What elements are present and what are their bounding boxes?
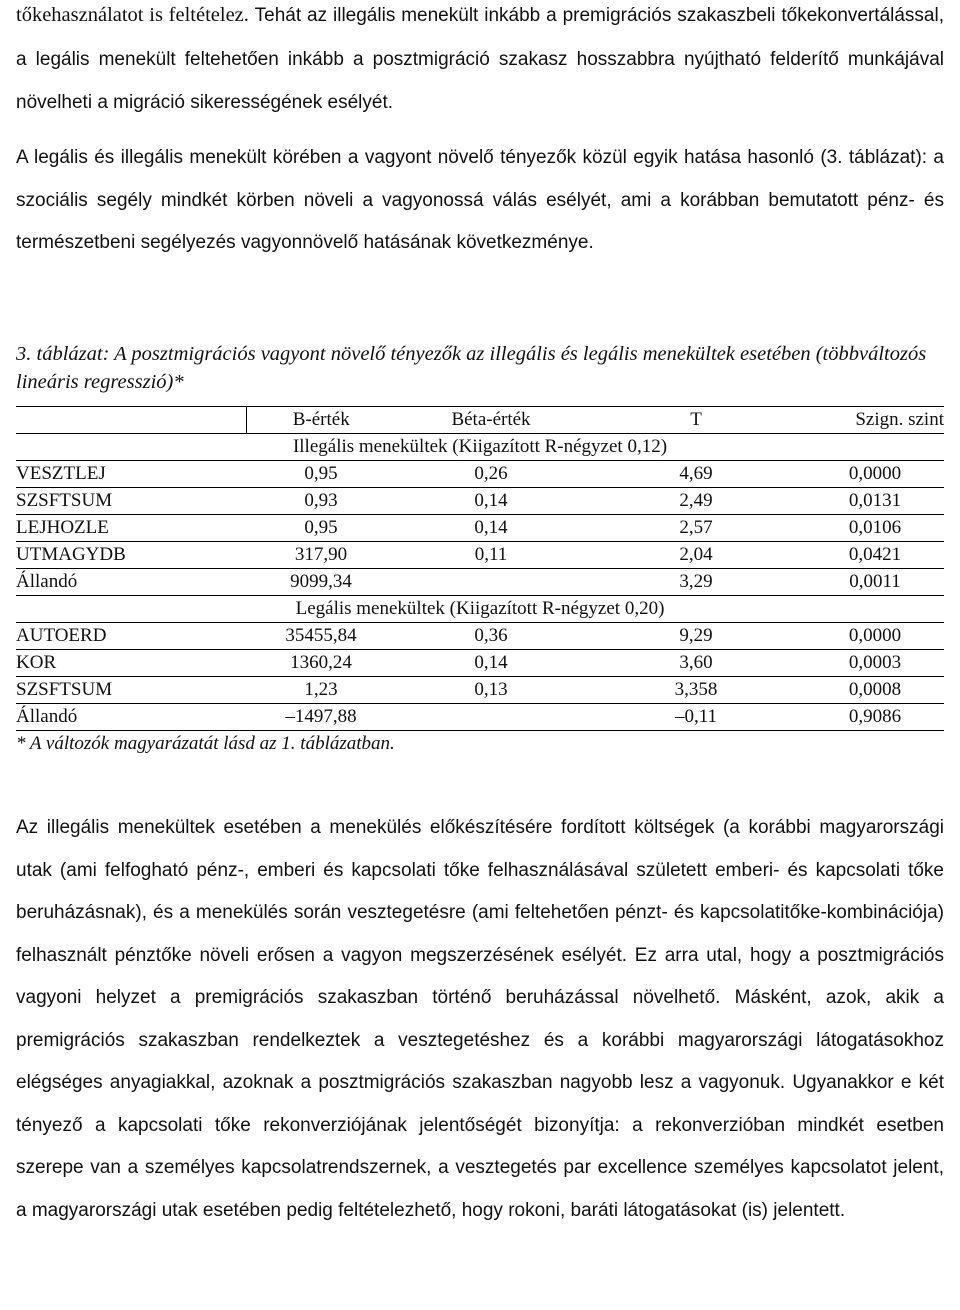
cell-t: 4,69 <box>586 461 806 488</box>
cell-sig: 0,0000 <box>806 623 944 650</box>
cell-t: 3,29 <box>586 569 806 596</box>
cell-b: 1360,24 <box>246 650 396 677</box>
row-label: Állandó <box>16 569 246 596</box>
cell-b: 9099,34 <box>246 569 396 596</box>
cell-t: 2,49 <box>586 488 806 515</box>
cell-t: 2,57 <box>586 515 806 542</box>
cell-t: –0,11 <box>586 704 806 731</box>
cell-beta: 0,14 <box>396 515 586 542</box>
cell-beta: 0,13 <box>396 677 586 704</box>
cell-sig: 0,0011 <box>806 569 944 596</box>
header-cell: B-érték <box>246 407 396 434</box>
group-title-row <box>16 434 944 461</box>
regression-table <box>16 406 944 731</box>
table-row <box>16 650 944 677</box>
cell-beta: 0,14 <box>396 488 586 515</box>
cell-sig: 0,0000 <box>806 461 944 488</box>
cell-sig: 0,0003 <box>806 650 944 677</box>
header-cell: Béta-érték <box>396 407 586 434</box>
cell-beta <box>396 569 586 596</box>
table-row <box>16 677 944 704</box>
group-title: Illegális menekültek (Kiigazított R-négyzet 0,12) <box>16 434 944 461</box>
cell-b: 1,23 <box>246 677 396 704</box>
row-label: KOR <box>16 650 246 677</box>
cell-t: 2,04 <box>586 542 806 569</box>
paragraph-top-rest: Tehát az illegális menekült inkább a premigrációs szakaszbeli tőkekonvertálással, a legális menekült feltehetően inkább a posztmigráció szakasz hosszabbra nyújtható felderítő munkájával növelheti a migráció sikerességének esélyét. <box>16 5 944 113</box>
paragraph-top-start: tőkehasználatot is feltételez. <box>16 4 249 26</box>
paragraph-mid: A legális és illegális menekült körében a vagyont növelő tényezők közül egyik hatása hasonló (3. táblázat): a szociális segély mindkét körben növeli a vagyonossá válás esélyét, ami a korábban bemutatott pénz- és természetbeni segélyezés vagyonnövelő hatásának következménye. <box>16 147 944 253</box>
cell-beta: 0,26 <box>396 461 586 488</box>
cell-beta <box>396 704 586 731</box>
paragraph-top <box>16 0 944 125</box>
cell-b: 0,95 <box>246 461 396 488</box>
cell-beta: 0,14 <box>396 650 586 677</box>
group-title-row <box>16 596 944 623</box>
cell-sig: 0,9086 <box>806 704 944 731</box>
cell-b: 0,95 <box>246 515 396 542</box>
header-cell: Szign. szint <box>806 407 944 434</box>
cell-beta: 0,36 <box>396 623 586 650</box>
cell-t: 9,29 <box>586 623 806 650</box>
cell-b: –1497,88 <box>246 704 396 731</box>
table-header-row <box>16 407 944 434</box>
cell-sig: 0,0106 <box>806 515 944 542</box>
table-row <box>16 623 944 650</box>
table-row <box>16 488 944 515</box>
table-row <box>16 569 944 596</box>
cell-t: 3,358 <box>586 677 806 704</box>
cell-b: 35455,84 <box>246 623 396 650</box>
table-row <box>16 542 944 569</box>
row-label: UTMAGYDB <box>16 542 246 569</box>
table-row <box>16 515 944 542</box>
row-label: SZSFTSUM <box>16 488 246 515</box>
cell-b: 0,93 <box>246 488 396 515</box>
cell-b: 317,90 <box>246 542 396 569</box>
row-label: SZSFTSUM <box>16 677 246 704</box>
cell-beta: 0,11 <box>396 542 586 569</box>
cell-sig: 0,0131 <box>806 488 944 515</box>
table-footnote: * A változók magyarázatát lásd az 1. táblázatban. <box>16 733 395 754</box>
table-row <box>16 704 944 731</box>
cell-t: 3,60 <box>586 650 806 677</box>
header-cell: T <box>586 407 806 434</box>
header-cell <box>16 407 246 434</box>
table-caption: 3. táblázat: A posztmigrációs vagyont növelő tényezők az illegális és legális menekültek esetében (többváltozós lineáris regresszió)* <box>16 343 927 393</box>
cell-sig: 0,0008 <box>806 677 944 704</box>
paragraph-bottom: Az illegális menekültek esetében a menekülés előkészítésére fordított költségek (a korábbi magyarországi utak (ami felfogható pénz-, emberi és kapcsolati tőke felhasználásával született emberi- és kapcsolati tőke beruházásnak), és a menekülés során vesztegetésre (ami feltehetően pénzt- és kapcsolatitőke-kombinációja) felhasznált pénztőke növeli erősen a vagyon megszerzésének esélyét. Ez arra utal, hogy a posztmigrációs vagyoni helyzet a premigrációs szakaszban történő beruházással növelhető. Másként, azok, akik a premigrációs szakaszban rendelkeztek a vesztegetéshez és a korábbi magyarországi látogatásokhoz elégséges anyagiakkal, azoknak a posztmigrációs szakaszban nagyobb lesz a vagyonuk. Ugyanakkor e két tényező a kapcsolati tőke rekonverziójának jelentőségét bizonyítja: a rekonverzióban mindkét esetben szerepe van a személyes kapcsolatrendszernek, a vesztegetés par excellence személyes kapcsolatot jelent, a magyarországi utak esetében pedig feltételezhető, hogy rokoni, baráti látogatásokat (is) jelentett. <box>16 817 944 1221</box>
cell-sig: 0,0421 <box>806 542 944 569</box>
row-label: VESZTLEJ <box>16 461 246 488</box>
table-row <box>16 461 944 488</box>
row-label: AUTOERD <box>16 623 246 650</box>
group-title: Legális menekültek (Kiigazított R-négyzet 0,20) <box>16 596 944 623</box>
row-label: LEJHOZLE <box>16 515 246 542</box>
row-label: Állandó <box>16 704 246 731</box>
